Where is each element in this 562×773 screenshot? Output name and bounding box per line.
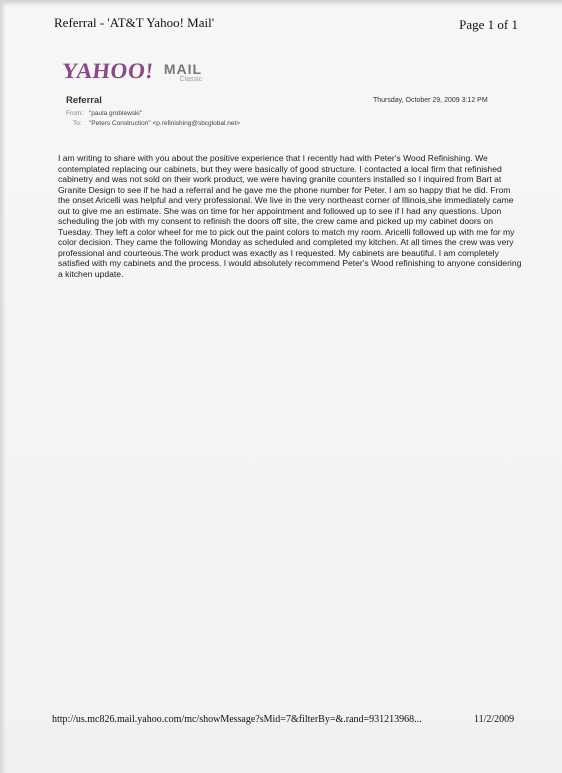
from-value: "paula groblewski" [89, 110, 143, 117]
to-value: "Peters Construction" <p.refinishing@sbcglobal.net> [89, 120, 241, 127]
logo-product-name: MAIL [163, 61, 203, 77]
message-body: I am writing to share with you about the positive experience that I recently had with Peter's Wood Refinishing. We contemplated replacing our cabinets, but they were basically of good structure. I contacted a local firm that refinished cabinetry and was not sold on their work product, we were having granite counters installed so I inquired from Bart at Granite Design to see if he had a referral and he gave me the phone number for Peter. I am so happy that he did. From the onset Aricelli was helpful and very professional. We live in the very northeast corner of Illinois,she immediately came out to give me an estimate. She was on time for her appointment and followed up to see if I had any questions. Upon scheduling the job with my consent to refinish the doors off site, the crew came and picked up my cabinet doors on Tuesday. They left a color wheel for me to pick out the paint colors to match my room. Aricelli followed up with me for my color decision. They came the following Monday as scheduled and completed my kitchen. At all times the crew was very professional and courteous.The work product was exactly as I requested. My cabinets are beautiful. I am completely satisfied with my cabinets and the process. I would absolutely recommend Peter's Wood refinishing to anyone considering a kitchen update. [58, 153, 522, 279]
print-header-page-number: Page 1 of 1 [459, 17, 518, 32]
logo-brand: YAHOO! [60, 58, 155, 83]
logo-edition: Classic [179, 76, 203, 83]
from-label: From: [66, 110, 83, 117]
footer-date: 11/2/2009 [474, 714, 515, 725]
scan-edge-top [0, 0, 562, 7]
footer-url: http://us.mc826.mail.yahoo.com/mc/showMessage?sMid=7&filterBy=&.rand=931213968... [52, 714, 422, 725]
yahoo-mail-logo [62, 58, 202, 84]
from-row [66, 110, 142, 117]
scan-edge-left [0, 0, 6, 773]
message-date: Thursday, October 29, 2009 3:12 PM [373, 97, 488, 104]
print-header-title: Referral - 'AT&T Yahoo! Mail' [54, 15, 215, 30]
to-label: To: [73, 120, 82, 127]
logo-product [164, 62, 202, 84]
message-subject: Referral [66, 95, 102, 106]
to-row [73, 120, 240, 127]
